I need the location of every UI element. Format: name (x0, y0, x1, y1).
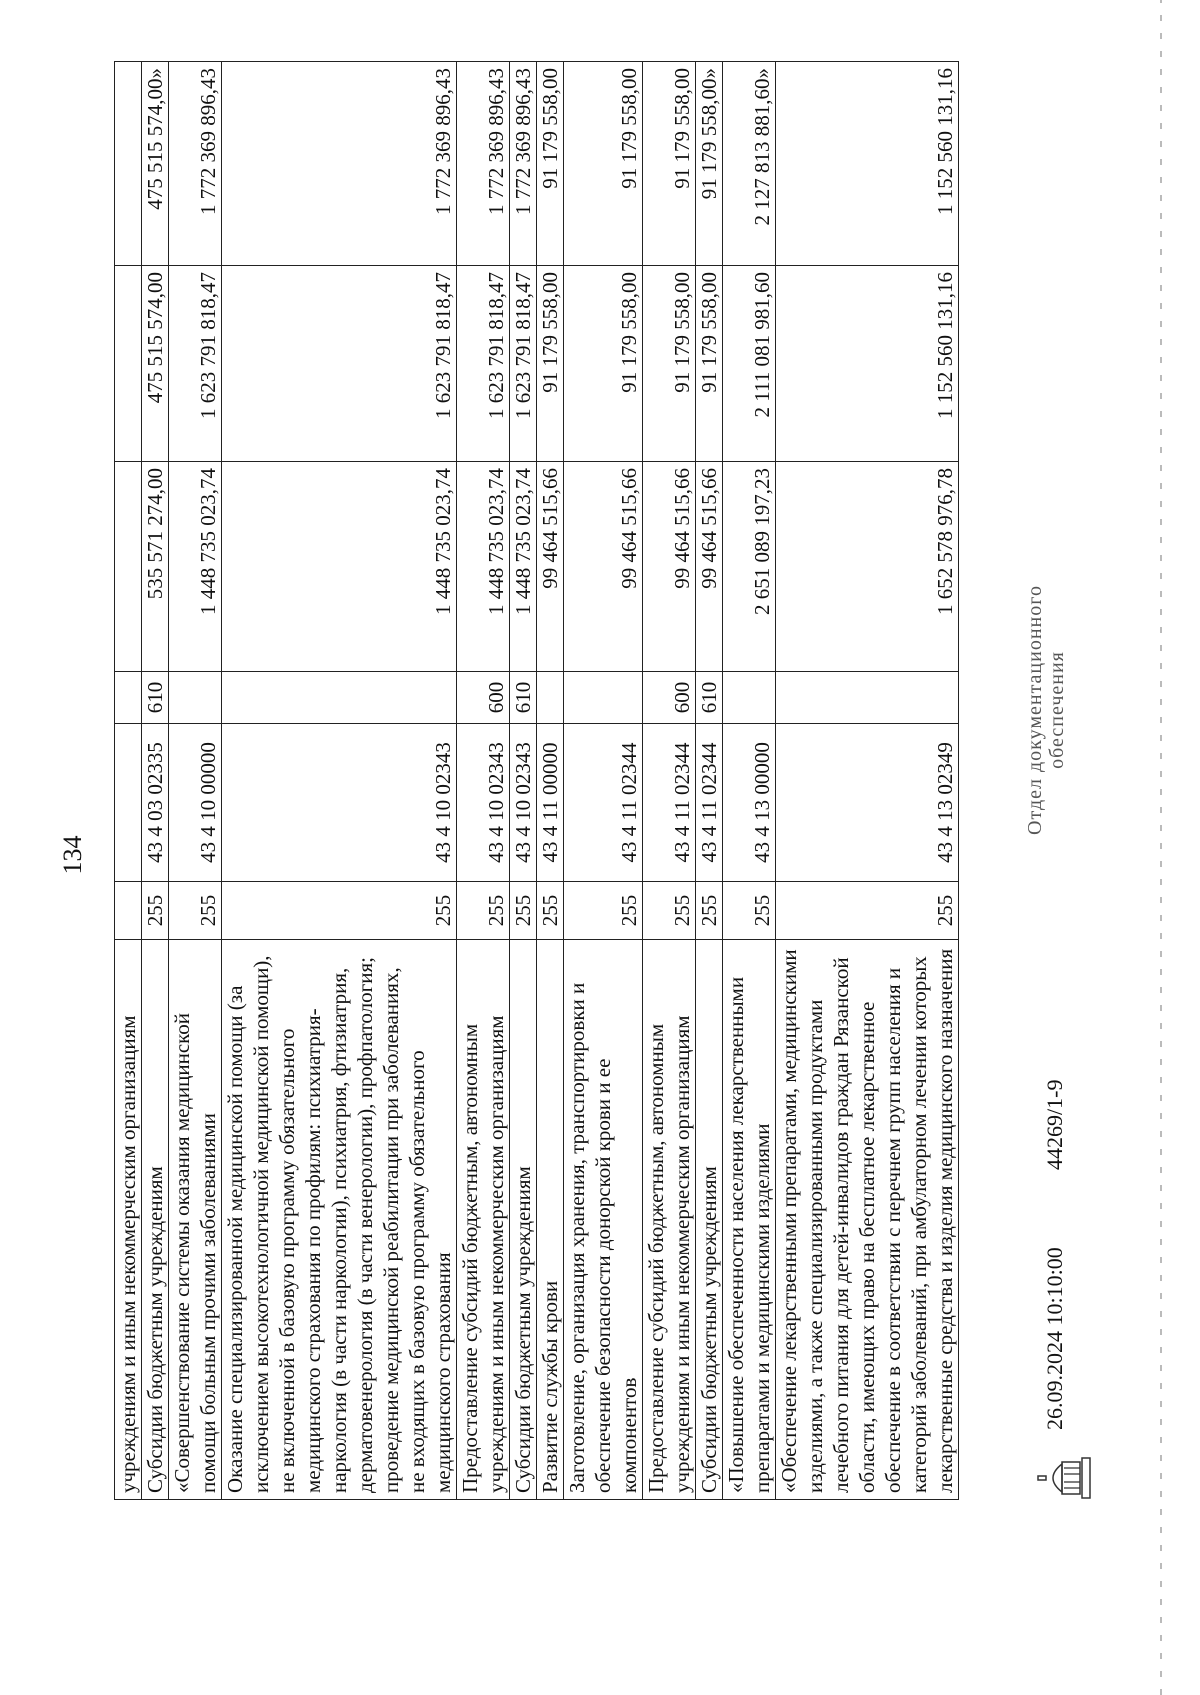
cell-name: «Повышение обеспеченности населения лекарственными препаратами и медицинскими изделиями (723, 940, 776, 1500)
cell-amount-2025: 1 623 791 818,47 (169, 266, 222, 462)
cell-amount-2025: 91 179 558,00 (643, 266, 696, 462)
cell-vr: 610 (142, 672, 169, 724)
cell-name: «Обеспечение лекарственными препаратами, медицинскими изделиями, а также специализированными продуктами лечебного питания для детей-инвалидов граждан Рязанской области, имеющих право на бесплатное лекарственное обеспечение в соответствии с перечнем групп населения и категорий заболеваний, при амбулаторном лечении которых лекарственные средства и изделия медицинского назначения (776, 940, 959, 1500)
cell-vr (222, 672, 457, 724)
cell-vr (564, 672, 643, 724)
table-row (643, 62, 696, 1500)
cell-amount-2026 (115, 62, 142, 266)
timestamp: 26.09.2024 10:10:00 (1042, 1247, 1067, 1430)
cell-amount-2025: 1 623 791 818,47 (457, 266, 510, 462)
table-row (696, 62, 723, 1500)
cell-csr: 43 4 10 02343 (222, 724, 457, 882)
cell-amount-2024 (115, 462, 142, 672)
cell-name: Заготовление, организация хранения, транспортировки и обеспечение безопасности донорской крови и ее компонентов (564, 940, 643, 1500)
table-row (723, 62, 776, 1500)
cell-csr: 43 4 10 02343 (510, 724, 537, 882)
cell-amount-2024: 1 448 735 023,74 (169, 462, 222, 672)
cell-amount-2024: 2 651 089 197,23 (723, 462, 776, 672)
cell-amount-2026: 91 179 558,00 (643, 62, 696, 266)
cell-ved: 255 (510, 882, 537, 940)
cell-amount-2026: 91 179 558,00» (696, 62, 723, 266)
cell-csr: 43 4 11 00000 (537, 724, 564, 882)
cell-csr: 43 4 03 02335 (142, 724, 169, 882)
cell-name: Субсидии бюджетным учреждениям (696, 940, 723, 1500)
cell-amount-2024: 1 652 578 976,78 (776, 462, 959, 672)
cell-name: Субсидии бюджетным учреждениям (510, 940, 537, 1500)
cell-vr (115, 672, 142, 724)
cell-vr (169, 672, 222, 724)
cell-vr (776, 672, 959, 724)
cell-name: учреждениям и иным некоммерческим организациям (115, 940, 142, 1500)
cell-amount-2025: 2 111 081 981,60 (723, 266, 776, 462)
page-number: 134 (58, 835, 87, 875)
duma-emblem-icon (1036, 1456, 1094, 1500)
cell-amount-2024: 535 571 274,00 (142, 462, 169, 672)
cell-ved: 255 (222, 882, 457, 940)
department-stamp (1024, 560, 1068, 860)
cell-vr: 600 (457, 672, 510, 724)
cell-amount-2025: 1 623 791 818,47 (510, 266, 537, 462)
cell-amount-2025: 1 623 791 818,47 (222, 266, 457, 462)
cell-name: Оказание специализированной медицинской помощи (за исключением высокотехнологичной медицинской помощи), не включенной в базовую программу обязательного медицинского страхования по профилям: психиатрия-наркология (в части наркологии), психиатрия, фтизиатрия, дерматовенерология (в части венерологии), профпатология; проведение медицинской реабилитации при заболеваниях, не входящих в базовую программу обязательного медицинского страхования (222, 940, 457, 1500)
cell-amount-2025: 91 179 558,00 (696, 266, 723, 462)
table-row (510, 62, 537, 1500)
table-row (776, 62, 959, 1500)
cell-amount-2024: 1 448 735 023,74 (457, 462, 510, 672)
budget-table (114, 61, 959, 1500)
cell-ved: 255 (537, 882, 564, 940)
cell-ved (115, 882, 142, 940)
department-stamp-line: Отдел документационного (1024, 585, 1046, 835)
cell-csr: 43 4 10 02343 (457, 724, 510, 882)
table-row (537, 62, 564, 1500)
cell-csr (115, 724, 142, 882)
cell-ved: 255 (696, 882, 723, 940)
cell-amount-2026: 1 772 369 896,43 (457, 62, 510, 266)
document-footer (1018, 62, 1148, 1500)
cell-csr: 43 4 13 00000 (723, 724, 776, 882)
cell-csr: 43 4 11 02344 (564, 724, 643, 882)
cell-amount-2024: 1 448 735 023,74 (510, 462, 537, 672)
cell-amount-2026: 1 772 369 896,43 (169, 62, 222, 266)
cell-vr: 610 (696, 672, 723, 724)
table-row (222, 62, 457, 1500)
cell-amount-2024: 99 464 515,66 (537, 462, 564, 672)
cell-amount-2024: 99 464 515,66 (696, 462, 723, 672)
cell-csr: 43 4 11 02344 (696, 724, 723, 882)
cell-vr: 610 (510, 672, 537, 724)
cell-vr: 600 (643, 672, 696, 724)
cell-csr: 43 4 13 02349 (776, 724, 959, 882)
cell-vr (537, 672, 564, 724)
scan-artifact (1160, 0, 1162, 1695)
cell-amount-2025: 475 515 574,00 (142, 266, 169, 462)
cell-ved: 255 (723, 882, 776, 940)
cell-amount-2026: 1 152 560 131,16 (776, 62, 959, 266)
cell-name: Предоставление субсидий бюджетным, автономным учреждениям и иным некоммерческим организациям (457, 940, 510, 1500)
cell-name: Субсидии бюджетным учреждениям (142, 940, 169, 1500)
table-row (115, 62, 142, 1500)
cell-amount-2026: 475 515 574,00» (142, 62, 169, 266)
document-number: 44269/1-9 (1042, 1079, 1067, 1170)
cell-ved: 255 (457, 882, 510, 940)
cell-amount-2024: 99 464 515,66 (643, 462, 696, 672)
cell-name: Развитие службы крови (537, 940, 564, 1500)
cell-amount-2026: 91 179 558,00 (537, 62, 564, 266)
table-row (142, 62, 169, 1500)
cell-amount-2026: 1 772 369 896,43 (510, 62, 537, 266)
cell-csr: 43 4 11 02344 (643, 724, 696, 882)
table-row (169, 62, 222, 1500)
cell-amount-2024: 1 448 735 023,74 (222, 462, 457, 672)
cell-amount-2026: 91 179 558,00 (564, 62, 643, 266)
cell-ved: 255 (169, 882, 222, 940)
cell-amount-2026: 2 127 813 881,60» (723, 62, 776, 266)
cell-amount-2026: 1 772 369 896,43 (222, 62, 457, 266)
cell-amount-2025: 91 179 558,00 (564, 266, 643, 462)
cell-name: «Совершенствование системы оказания медицинской помощи больным прочими заболеваниями (169, 940, 222, 1500)
table-row (457, 62, 510, 1500)
cell-ved: 255 (776, 882, 959, 940)
cell-name: Предоставление субсидий бюджетным, автономным учреждениям и иным некоммерческим организациям (643, 940, 696, 1500)
cell-ved: 255 (142, 882, 169, 940)
department-stamp-line: обеспечения (1046, 651, 1068, 769)
cell-amount-2025: 91 179 558,00 (537, 266, 564, 462)
cell-ved: 255 (564, 882, 643, 940)
cell-ved: 255 (643, 882, 696, 940)
cell-vr (723, 672, 776, 724)
cell-amount-2024: 99 464 515,66 (564, 462, 643, 672)
cell-amount-2025 (115, 266, 142, 462)
cell-amount-2025: 1 152 560 131,16 (776, 266, 959, 462)
table-row (564, 62, 643, 1500)
cell-csr: 43 4 10 00000 (169, 724, 222, 882)
